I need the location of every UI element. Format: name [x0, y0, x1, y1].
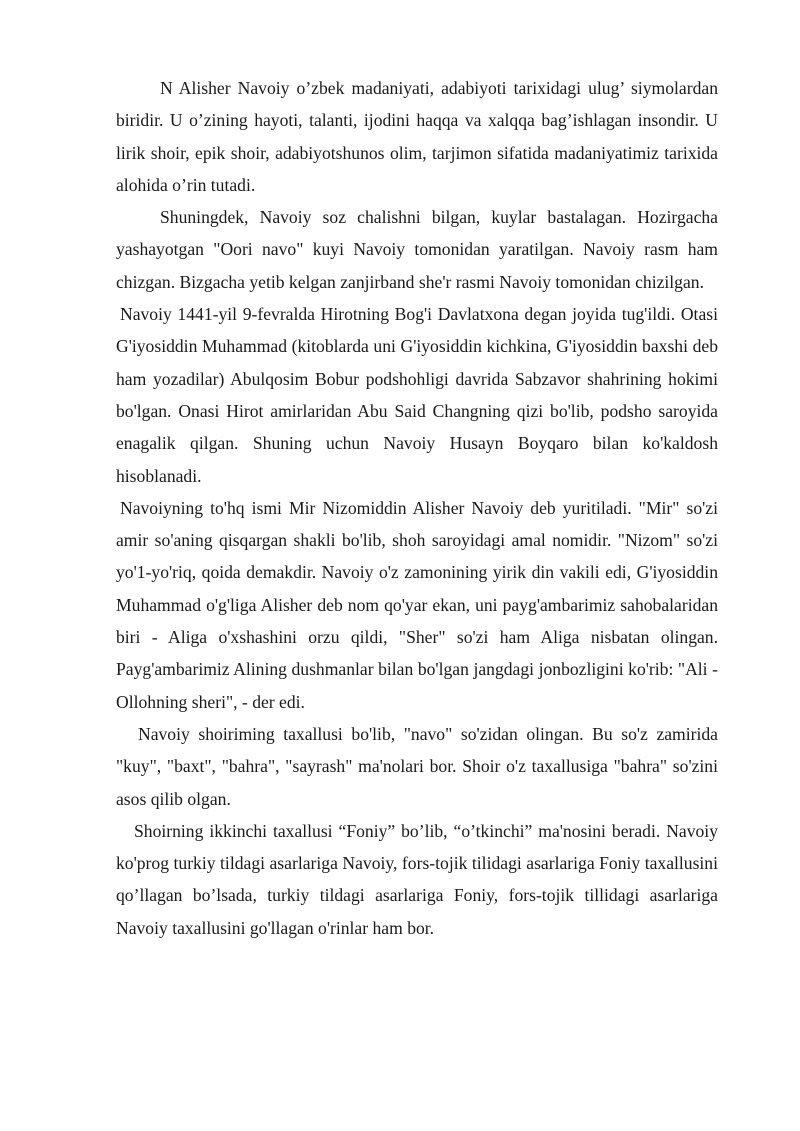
document-page: [116, 72, 718, 944]
paragraph-intro: N Alisher Navoiy o’zbek madaniyati, adabiyoti tarixidagi ulug’ siymolardan biridir. U o’zining hayoti, talanti, ijodini haqqa va xalqqa bag’ishlagan insondir. U lirik shoir, epik shoir, adabiyotshunos olim, tarjimon sifatida madaniyatimiz tarixida alohida o’rin tutadi.: [116, 78, 718, 195]
paragraph-music-art: Shuningdek, Navoiy soz chalishni bilgan, kuylar bastalagan. Hozirgacha yashayotgan "Oori navo" kuyi Navoiy tomonidan yaratilgan. Navoiy rasm ham chizgan. Bizgacha yetib kelgan zanjirband she'r rasmi Navoiy tomonidan chizilgan.: [116, 207, 718, 292]
paragraph-birth: Navoiy 1441-yil 9-fevralda Hirotning Bog'i Davlatxona degan joyida tug'ildi. Otasi G'iyosiddin Muhammad (kitoblarda uni G'iyosiddin kichkina, G'iyosiddin baxshi deb ham yozadilar) Abulqosim Bobur podshohligi davrida Sabzavor shahrining hokimi bo'lgan. Onasi Hirot amirlaridan Abu Said Changning qizi bo'lib, podsho saroyida enagalik qilgan. Shuning uchun Navoiy Husayn Boyqaro bilan ko'kaldosh hisoblanadi.: [116, 304, 718, 486]
paragraph-full-name: Navoiyning to'hq ismi Mir Nizomiddin Alisher Navoiy deb yuritiladi. "Mir" so'zi amir so'aning qisqargan shakli bo'lib, shoh saroyidagi amal nomidir. "Nizom" so'zi yo'1-yo'riq, qoida demakdir. Navoiy o'z zamonining yirik din vakili edi, G'iyosiddin Muhammad o'g'liga Alisher deb nom qo'yar ekan, uni payg'ambarimiz sahobalaridan biri - Aliga o'xshashini orzu qildi, "Sher" so'zi ham Aliga nisbatan olingan. Payg'ambarimiz Alining dushmanlar bilan bo'lgan jangdagi jonbozligini ko'rib: "Ali - Ollohning sheri", - der edi.: [116, 497, 718, 712]
paragraph-pen-name: Navoiy shoiriming taxallusi bo'lib, "navo" so'zidan olingan. Bu so'z zamirida "kuy", "baxt", "bahra", "sayrash" ma'nolari bor. Shoir o'z taxallusiga "bahra" so'zini asos qilib olgan.: [116, 723, 718, 809]
paragraph-second-pen-name: Shoirning ikkinchi taxallusi “Foniy” bo’lib, “o’tkinchi” ma'nosini beradi. Navoiy ko'prog turkiy tildagi asarlariga Navoiy, fors-tojik tilidagi asarlariga Foniy taxallusini qo’llagan bo’lsada, turkiy tildagi asarlariga Foniy, fors-tojik tillidagi asarlariga Navoiy taxallusini go'llagan o'rinlar ham bor.: [116, 820, 718, 938]
